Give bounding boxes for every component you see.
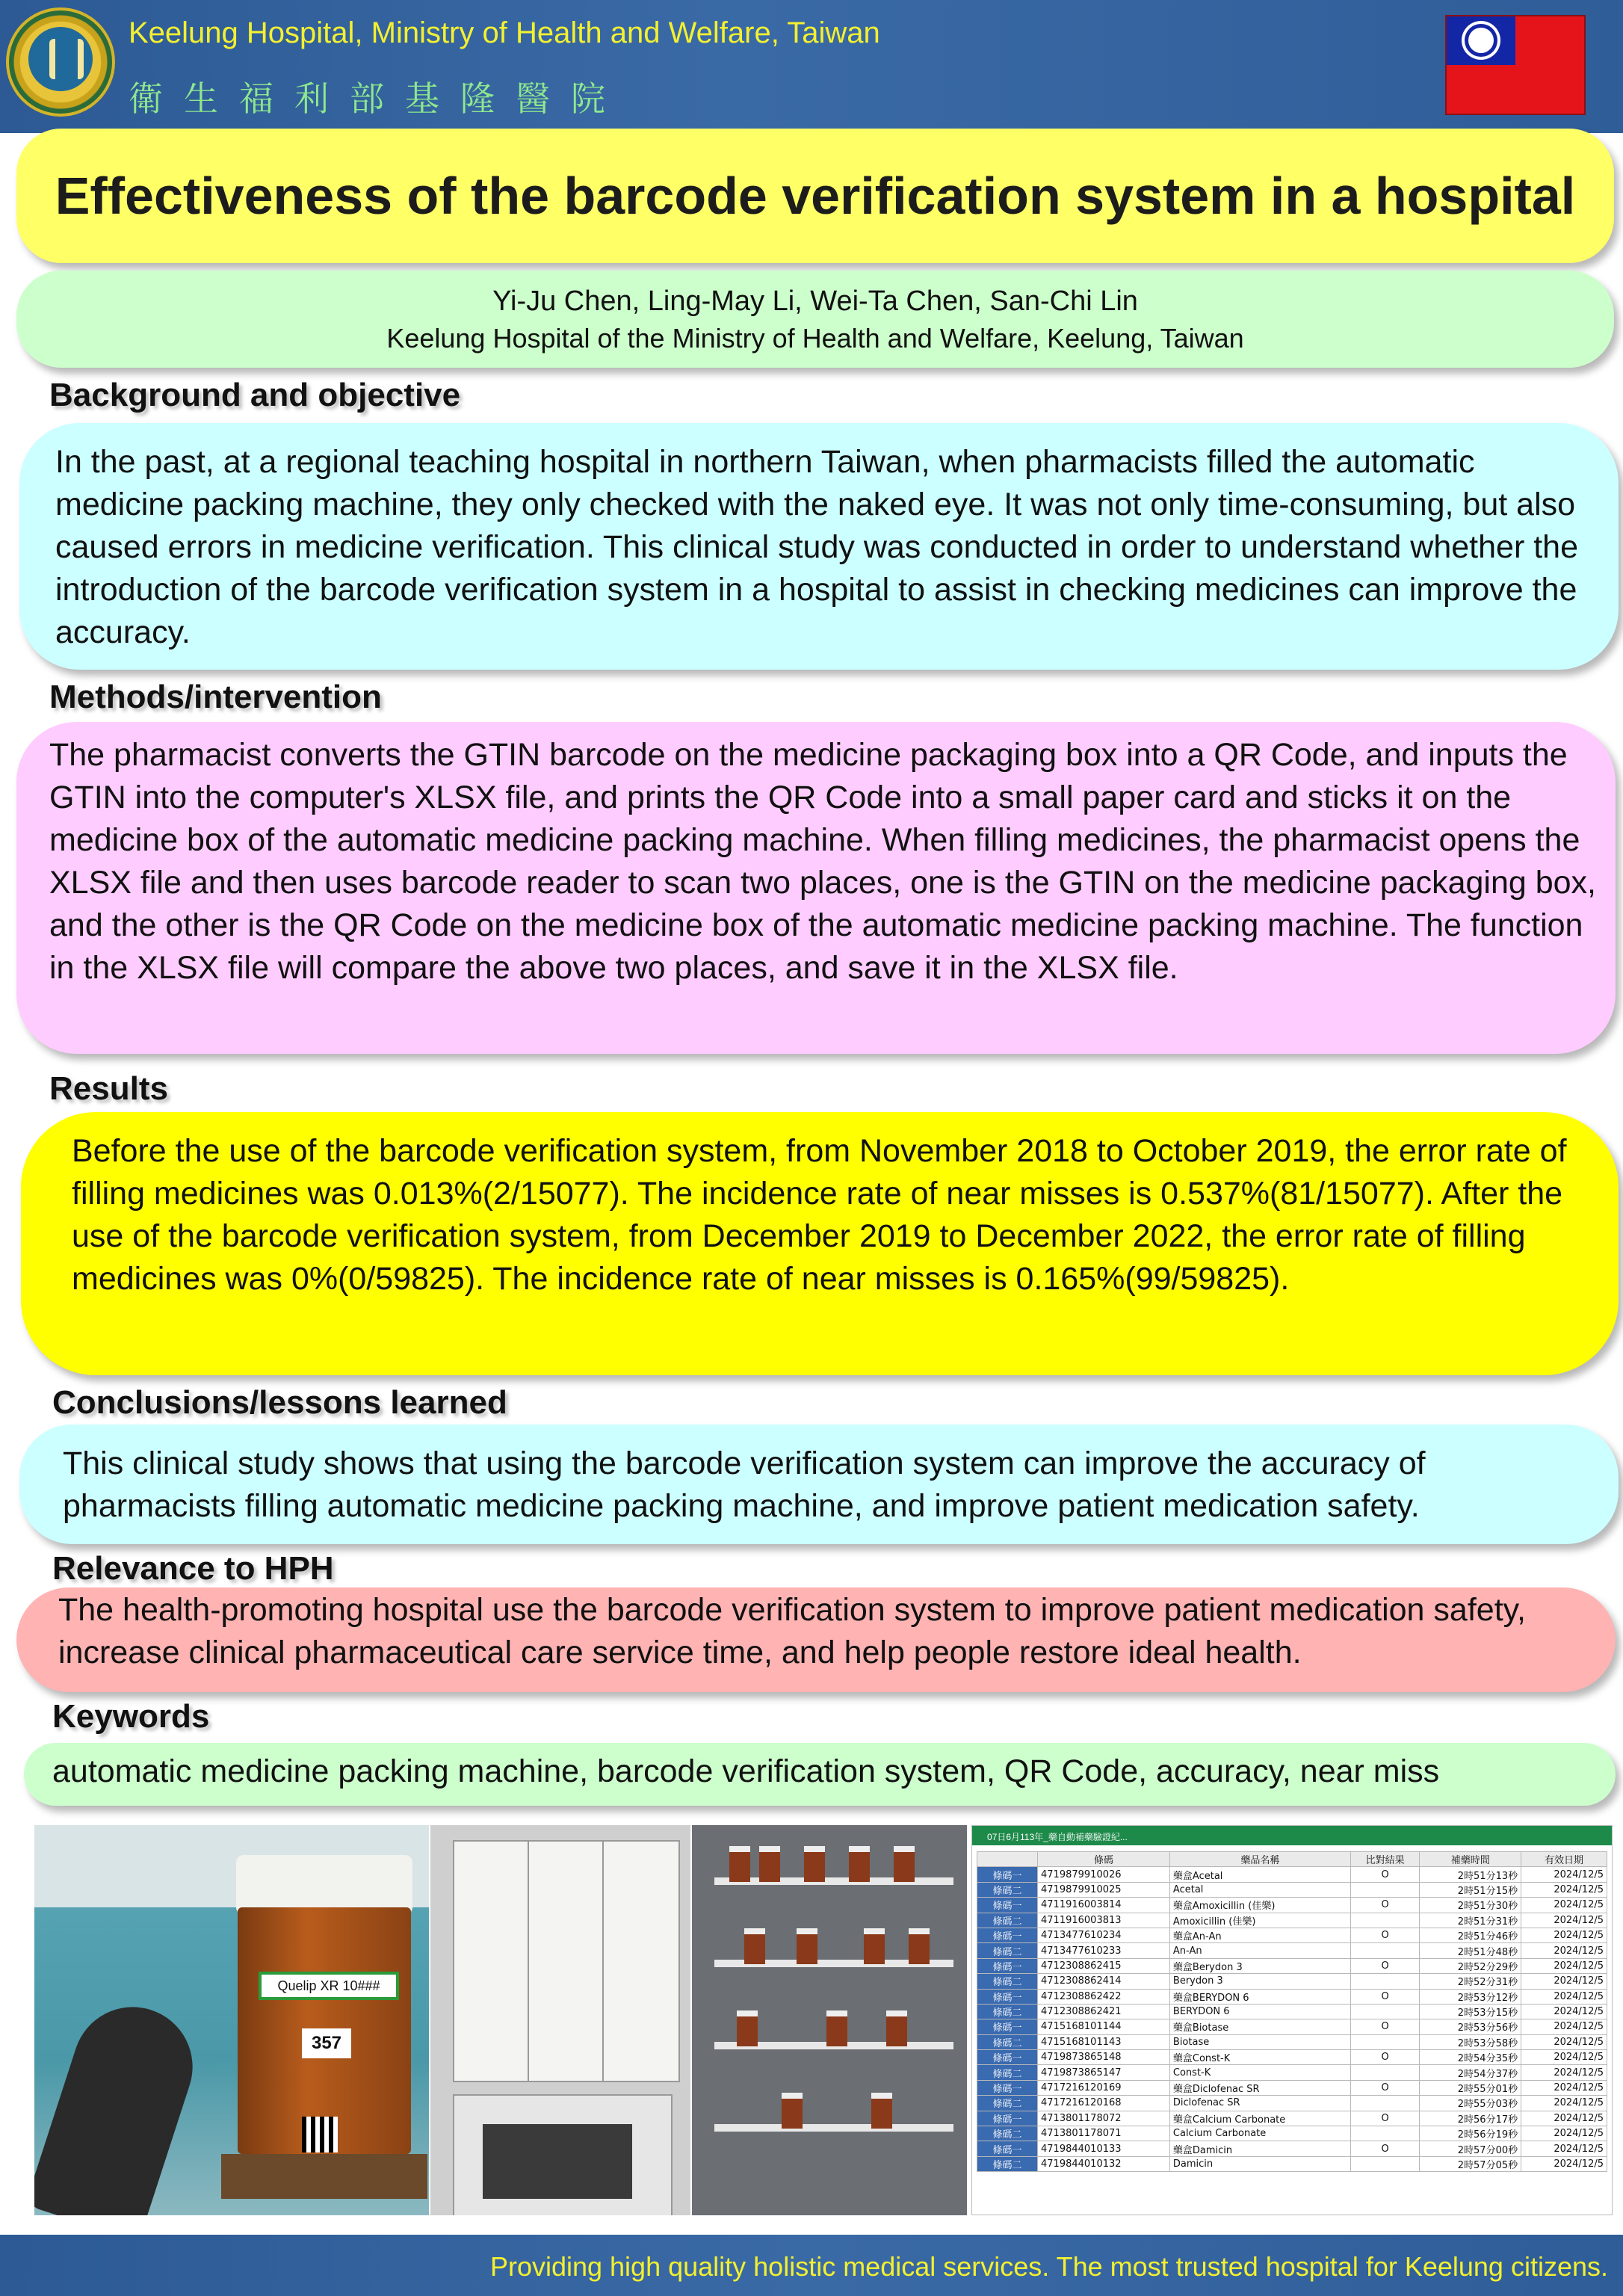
- table-cell: 4711916003814: [1038, 1898, 1170, 1913]
- table-cell: 2024/12/5: [1521, 1928, 1607, 1942]
- table-cell: O: [1350, 1898, 1420, 1913]
- table-cell: O: [1350, 1928, 1420, 1942]
- table-cell: 4717216120169: [1038, 2080, 1170, 2095]
- table-cell: 2時53分15秒: [1420, 2004, 1521, 2019]
- table-cell: 藥盒Biotase: [1169, 2019, 1350, 2034]
- table-row: [977, 2019, 1607, 2034]
- results-box: [21, 1112, 1619, 1375]
- table-cell: 4719873865147: [1038, 2065, 1170, 2080]
- hospital-name-zh: 衛生福利部基隆醫院: [129, 78, 626, 119]
- keywords-heading: Keywords: [52, 1698, 210, 1735]
- table-cell: 4715168101143: [1038, 2034, 1170, 2049]
- col-header: 補藥時間: [1420, 1852, 1521, 1867]
- col-header: 比對結果: [1350, 1852, 1420, 1867]
- table-cell: 4713477610234: [1038, 1928, 1170, 1942]
- col-header: 條碼: [1038, 1852, 1170, 1867]
- table-cell: 2024/12/5: [1521, 1974, 1607, 1989]
- conclusions-box: [19, 1425, 1619, 1544]
- table-cell: 4713801178072: [1038, 2111, 1170, 2126]
- table-cell: 2時52分29秒: [1420, 1958, 1521, 1973]
- table-cell: 條碼一: [977, 1898, 1038, 1913]
- table-cell: 2時52分31秒: [1420, 1974, 1521, 1989]
- table-cell: 藥盒Calcium Carbonate: [1169, 2111, 1350, 2126]
- table-cell: O: [1350, 2141, 1420, 2156]
- table-cell: BERYDON 6: [1169, 2004, 1350, 2019]
- table-row: [977, 1882, 1607, 1897]
- footer-bar: [0, 2235, 1623, 2296]
- table-cell: 藥盒Const-K: [1169, 2050, 1350, 2065]
- table-cell: 2時53分58秒: [1420, 2034, 1521, 2049]
- table-cell: 4713801178071: [1038, 2126, 1170, 2141]
- table-cell: O: [1350, 1867, 1420, 1882]
- keywords-box: [24, 1743, 1616, 1806]
- table-cell: 2時51分48秒: [1420, 1943, 1521, 1958]
- table-cell: 條碼二: [977, 2004, 1038, 2019]
- table-cell: [1350, 2096, 1420, 2111]
- table-cell: 2時51分46秒: [1420, 1928, 1521, 1942]
- table-cell: 2024/12/5: [1521, 1989, 1607, 2004]
- photo-medicine-cabinet: [692, 1825, 967, 2215]
- table-cell: 2024/12/5: [1521, 2126, 1607, 2141]
- photo-packing-machine: [430, 1825, 690, 2215]
- authors: Yi-Ju Chen, Ling-May Li, Wei-Ta Chen, San-Chi Lin: [492, 286, 1138, 317]
- table-cell: 2時54分37秒: [1420, 2065, 1521, 2080]
- background-text: In the past, at a regional teaching hospital in northern Taiwan, when pharmacists filled the automatic medicine packing machine, they only checked with the naked eye. It was not only time-consuming, but also caused errors in medicine verification. This clinical study was conducted in order to understand whether the introduction of the barcode verification system in a hospital to assist in checking medicines can improve the accuracy.: [55, 444, 1578, 650]
- table-cell: 4711916003813: [1038, 1913, 1170, 1928]
- table-cell: 2024/12/5: [1521, 2111, 1607, 2126]
- table-cell: 2時51分15秒: [1420, 1882, 1521, 1897]
- table-cell: 條碼一: [977, 2050, 1038, 2065]
- table-cell: 4719879910026: [1038, 1867, 1170, 1882]
- conclusions-text: This clinical study shows that using the barcode verification system can improve the accuracy of pharmacists filling automatic medicine packing machine, and improve patient medication safety.: [63, 1445, 1426, 1524]
- results-heading: Results: [49, 1070, 168, 1107]
- table-row: [977, 1989, 1607, 2004]
- table-cell: 條碼一: [977, 1989, 1038, 2004]
- table-row: [977, 1974, 1607, 1989]
- table-cell: 藥盒An-An: [1169, 1928, 1350, 1942]
- conclusions-heading: Conclusions/lessons learned: [52, 1384, 507, 1421]
- table-cell: 4712308862414: [1038, 1974, 1170, 1989]
- table-cell: 4713477610233: [1038, 1943, 1170, 1958]
- table-cell: 2024/12/5: [1521, 2141, 1607, 2156]
- table-row: [977, 1913, 1607, 1928]
- table-cell: 2024/12/5: [1521, 1898, 1607, 1913]
- table-cell: An-An: [1169, 1943, 1350, 1958]
- table-cell: 條碼二: [977, 2065, 1038, 2080]
- table-cell: 藥盒Diclofenac SR: [1169, 2080, 1350, 2095]
- affiliation: Keelung Hospital of the Ministry of Health and Welfare, Keelung, Taiwan: [386, 323, 1244, 354]
- table-cell: 2時54分35秒: [1420, 2050, 1521, 2065]
- results-text: Before the use of the barcode verification system, from November 2018 to October 2019, the error rate of filling medicines was 0.013%(2/15077). The incidence rate of near misses is 0.537%(81/15077). After the use of the barcode verification system, from December 2019 to December 2022, the error rate of filling medicines was 0%(0/59825). The incidence rate of near misses is 0.165%(99/59825).: [72, 1133, 1567, 1297]
- table-cell: 2024/12/5: [1521, 1913, 1607, 1928]
- table-cell: 2024/12/5: [1521, 1958, 1607, 1973]
- col-header: 藥品名稱: [1169, 1852, 1350, 1867]
- table-cell: 條碼二: [977, 1913, 1038, 1928]
- table-cell: O: [1350, 2111, 1420, 2126]
- table-cell: 2024/12/5: [1521, 2050, 1607, 2065]
- table-cell: 條碼一: [977, 1867, 1038, 1882]
- table-cell: 2024/12/5: [1521, 2080, 1607, 2095]
- table-cell: 2時51分30秒: [1420, 1898, 1521, 1913]
- relevance-heading: Relevance to HPH: [52, 1550, 334, 1587]
- table-cell: [1350, 1882, 1420, 1897]
- table-cell: 藥盒BERYDON 6: [1169, 1989, 1350, 2004]
- authors-box: [16, 271, 1614, 368]
- table-cell: 2時56分17秒: [1420, 2111, 1521, 2126]
- medicine-box-label: Quelip XR 10###: [259, 1972, 399, 2000]
- table-row: [977, 1958, 1607, 1973]
- medicine-box-number: 357: [302, 2028, 351, 2058]
- table-cell: O: [1350, 2019, 1420, 2034]
- table-cell: 條碼一: [977, 2111, 1038, 2126]
- table-cell: 條碼二: [977, 2156, 1038, 2171]
- table-row: [977, 1943, 1607, 1958]
- methods-heading: Methods/intervention: [49, 679, 382, 715]
- spreadsheet-title: 07日6月113年_藥自動補藥驗證紀...: [987, 1832, 1128, 1842]
- footer-slogan: Providing high quality holistic medical services. The most trusted hospital for Keelung citizens.: [489, 2251, 1608, 2282]
- barcode-scanner-icon: [34, 1992, 208, 2215]
- table-cell: 4719873865148: [1038, 2050, 1170, 2065]
- table-cell: 4717216120168: [1038, 2096, 1170, 2111]
- table-cell: 2024/12/5: [1521, 2034, 1607, 2049]
- verification-table: [977, 1851, 1607, 2172]
- table-cell: 4712308862422: [1038, 1989, 1170, 2004]
- photo-barcode-scanner: [34, 1825, 429, 2215]
- background-heading: Background and objective: [49, 377, 461, 413]
- relevance-box: [16, 1587, 1616, 1692]
- table-cell: 藥盒Damicin: [1169, 2141, 1350, 2156]
- hospital-name-en: Keelung Hospital, Ministry of Health and Welfare, Taiwan: [129, 16, 880, 49]
- table-row: [977, 2096, 1607, 2111]
- table-cell: Diclofenac SR: [1169, 2096, 1350, 2111]
- header-bar: [0, 0, 1623, 133]
- table-row: [977, 2111, 1607, 2126]
- table-cell: 條碼二: [977, 1943, 1038, 1958]
- table-row: [977, 2050, 1607, 2065]
- table-cell: [1350, 1974, 1420, 1989]
- table-cell: Damicin: [1169, 2156, 1350, 2171]
- table-cell: 條碼二: [977, 2126, 1038, 2141]
- table-cell: 條碼二: [977, 2096, 1038, 2111]
- table-row: [977, 1898, 1607, 1913]
- table-row: [977, 2141, 1607, 2156]
- table-cell: [1350, 2034, 1420, 2049]
- table-cell: 條碼二: [977, 1974, 1038, 1989]
- table-cell: 條碼一: [977, 2141, 1038, 2156]
- table-row: [977, 2034, 1607, 2049]
- table-cell: 2024/12/5: [1521, 2019, 1607, 2034]
- table-cell: 2時56分19秒: [1420, 2126, 1521, 2141]
- qr-code-icon: [302, 2117, 338, 2152]
- table-cell: [1350, 1913, 1420, 1928]
- table-row: [977, 2080, 1607, 2095]
- table-cell: 4719879910025: [1038, 1882, 1170, 1897]
- table-cell: 2時53分12秒: [1420, 1989, 1521, 2004]
- table-cell: 條碼二: [977, 1882, 1038, 1897]
- table-cell: Berydon 3: [1169, 1974, 1350, 1989]
- methods-text: The pharmacist converts the GTIN barcode on the medicine packaging box into a QR Code, and inputs the GTIN into the computer's XLSX file, and prints the QR Code into a small paper card and sticks it on the medicine box of the automatic medicine packing machine. When filling medicines, the pharmacist opens the XLSX file and then uses barcode reader to scan two places, one is the GTIN on the medicine packaging box, and the other is the QR Code on the medicine box of the automatic medicine packing machine. The function in the XLSX file will compare the above two places, and save it in the XLSX file.: [49, 737, 1597, 986]
- table-cell: Const-K: [1169, 2065, 1350, 2080]
- table-cell: O: [1350, 1958, 1420, 1973]
- table-cell: 4719844010133: [1038, 2141, 1170, 2156]
- col-header: 有效日期: [1521, 1852, 1607, 1867]
- table-cell: 條碼一: [977, 1928, 1038, 1942]
- relevance-text: The health-promoting hospital use the barcode verification system to improve patient medication safety, increase clinical pharmaceutical care service time, and help people restore ideal health.: [58, 1592, 1526, 1670]
- table-cell: O: [1350, 1989, 1420, 2004]
- table-cell: 2時55分03秒: [1420, 2096, 1521, 2111]
- table-cell: 4719844010132: [1038, 2156, 1170, 2171]
- table-cell: 2時53分56秒: [1420, 2019, 1521, 2034]
- table-cell: Amoxicillin (佳樂): [1169, 1913, 1350, 1928]
- table-cell: 2024/12/5: [1521, 2156, 1607, 2171]
- table-cell: [1350, 2004, 1420, 2019]
- table-cell: 條碼二: [977, 2034, 1038, 2049]
- table-cell: 4712308862415: [1038, 1958, 1170, 1973]
- photo-verification-spreadsheet: [971, 1825, 1613, 2215]
- table-cell: 2024/12/5: [1521, 2096, 1607, 2111]
- table-cell: [1350, 2126, 1420, 2141]
- table-cell: 藥盒Berydon 3: [1169, 1958, 1350, 1973]
- table-row: [977, 2065, 1607, 2080]
- table-cell: [1350, 2156, 1420, 2171]
- table-cell: 藥盒Acetal: [1169, 1867, 1350, 1882]
- table-cell: [1350, 2065, 1420, 2080]
- table-cell: 4715168101144: [1038, 2019, 1170, 2034]
- table-cell: 2時51分13秒: [1420, 1867, 1521, 1882]
- table-cell: 條碼一: [977, 2019, 1038, 2034]
- table-cell: 2時51分31秒: [1420, 1913, 1521, 1928]
- table-cell: [1350, 1943, 1420, 1958]
- hospital-logo-icon: [6, 7, 115, 117]
- table-cell: 2時57分00秒: [1420, 2141, 1521, 2156]
- table-cell: 2024/12/5: [1521, 1882, 1607, 1897]
- background-box: [19, 423, 1619, 670]
- table-cell: 條碼一: [977, 2080, 1038, 2095]
- table-cell: O: [1350, 2080, 1420, 2095]
- table-cell: 2024/12/5: [1521, 1867, 1607, 1882]
- table-cell: 條碼一: [977, 1958, 1038, 1973]
- table-cell: O: [1350, 2050, 1420, 2065]
- table-cell: Acetal: [1169, 1882, 1350, 1897]
- table-row: [977, 1867, 1607, 1882]
- methods-box: [16, 722, 1616, 1054]
- table-cell: 2時55分01秒: [1420, 2080, 1521, 2095]
- title-box: [16, 129, 1614, 263]
- taiwan-flag-icon: [1447, 16, 1584, 114]
- table-cell: 2024/12/5: [1521, 2065, 1607, 2080]
- table-cell: 2時57分05秒: [1420, 2156, 1521, 2171]
- table-cell: 4712308862421: [1038, 2004, 1170, 2019]
- table-row: [977, 2126, 1607, 2141]
- table-row: [977, 1928, 1607, 1942]
- keywords-text: automatic medicine packing machine, barcode verification system, QR Code, accuracy, near miss: [52, 1753, 1440, 1789]
- table-cell: 2024/12/5: [1521, 2004, 1607, 2019]
- table-cell: 2024/12/5: [1521, 1943, 1607, 1958]
- table-cell: Calcium Carbonate: [1169, 2126, 1350, 2141]
- table-row: [977, 2004, 1607, 2019]
- table-row: [977, 2156, 1607, 2171]
- table-cell: 藥盒Amoxicillin (佳樂): [1169, 1898, 1350, 1913]
- table-cell: Biotase: [1169, 2034, 1350, 2049]
- poster-title: Effectiveness of the barcode verification system in a hospital: [55, 167, 1576, 225]
